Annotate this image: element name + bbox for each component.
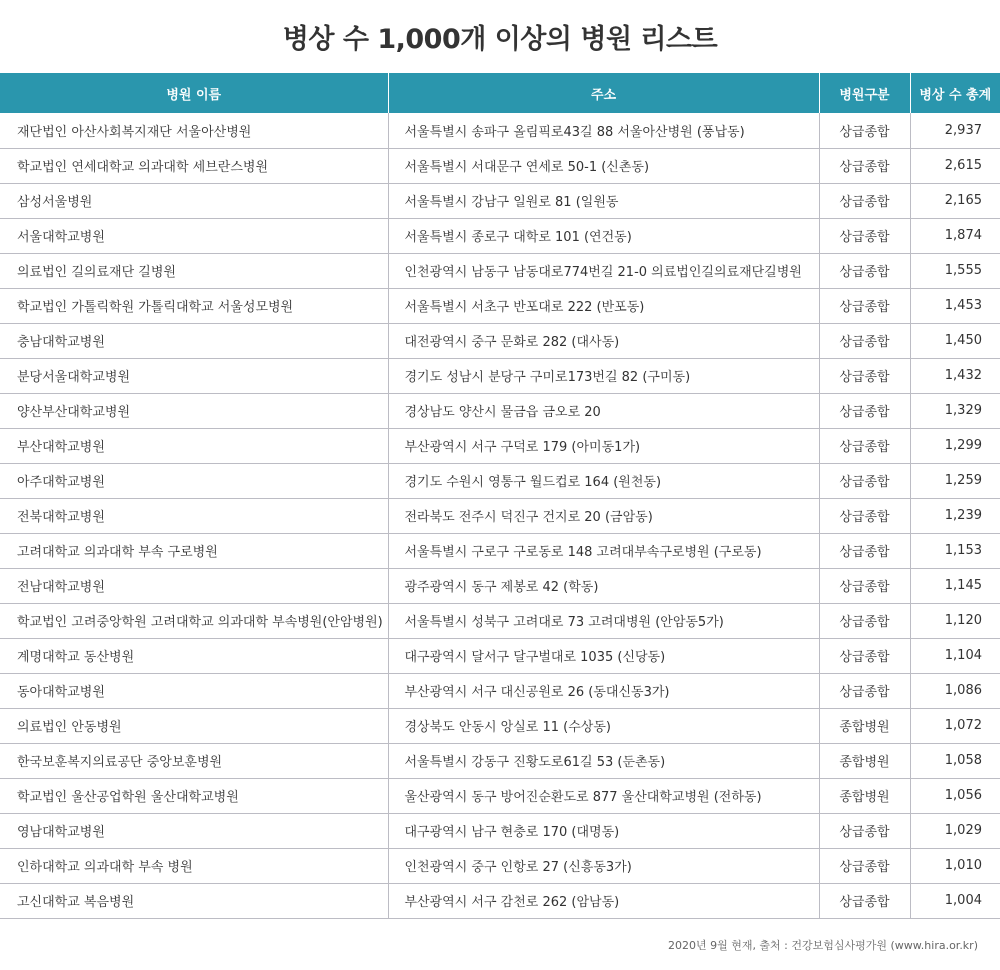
cell-hospital-name: 학교법인 고려중앙학원 고려대학교 의과대학 부속병원(안암병원): [0, 603, 388, 638]
cell-address: 경상남도 양산시 물금읍 금오로 20: [388, 393, 819, 428]
table-header-row: [0, 73, 1000, 113]
cell-hospital-name: 전북대학교병원: [0, 498, 388, 533]
table-body: [0, 113, 1000, 918]
table-row: [0, 568, 1000, 603]
cell-hospital-type: 종합병원: [819, 708, 910, 743]
cell-hospital-name: 서울대학교병원: [0, 218, 388, 253]
cell-hospital-type: 상급종합: [819, 813, 910, 848]
table-row: [0, 323, 1000, 358]
cell-hospital-type: 상급종합: [819, 673, 910, 708]
cell-bed-count: 1,555: [910, 253, 1000, 288]
cell-hospital-name: 양산부산대학교병원: [0, 393, 388, 428]
header-hospital-type: 병원구분: [819, 73, 910, 113]
cell-address: 서울특별시 성북구 고려대로 73 고려대병원 (안암동5가): [388, 603, 819, 638]
cell-address: 인천광역시 중구 인항로 27 (신흥동3가): [388, 848, 819, 883]
cell-hospital-name: 계명대학교 동산병원: [0, 638, 388, 673]
cell-bed-count: 2,937: [910, 113, 1000, 148]
cell-hospital-type: 상급종합: [819, 183, 910, 218]
cell-bed-count: 1,086: [910, 673, 1000, 708]
cell-bed-count: 1,072: [910, 708, 1000, 743]
cell-address: 서울특별시 송파구 올림픽로43길 88 서울아산병원 (풍납동): [388, 113, 819, 148]
table-row: [0, 813, 1000, 848]
table-row: [0, 463, 1000, 498]
cell-hospital-type: 상급종합: [819, 883, 910, 918]
cell-bed-count: 1,453: [910, 288, 1000, 323]
cell-bed-count: 1,058: [910, 743, 1000, 778]
cell-hospital-type: 상급종합: [819, 113, 910, 148]
cell-hospital-type: 상급종합: [819, 218, 910, 253]
page-title: 병상 수 1,000개 이상의 병원 리스트: [282, 24, 718, 55]
cell-bed-count: 1,010: [910, 848, 1000, 883]
cell-bed-count: 1,299: [910, 428, 1000, 463]
cell-hospital-type: 상급종합: [819, 603, 910, 638]
table-row: [0, 673, 1000, 708]
cell-hospital-name: 영남대학교병원: [0, 813, 388, 848]
source-note: 2020년 9월 현재, 출처 : 건강보험심사평가원 (www.hira.or.kr): [667, 938, 978, 952]
cell-hospital-type: 종합병원: [819, 743, 910, 778]
cell-address: 서울특별시 강남구 일원로 81 (일원동: [388, 183, 819, 218]
cell-bed-count: 1,153: [910, 533, 1000, 568]
cell-hospital-name: 의료법인 길의료재단 길병원: [0, 253, 388, 288]
table-row: [0, 708, 1000, 743]
cell-bed-count: 2,615: [910, 148, 1000, 183]
cell-hospital-type: 상급종합: [819, 533, 910, 568]
cell-hospital-type: 상급종합: [819, 393, 910, 428]
cell-bed-count: 1,004: [910, 883, 1000, 918]
cell-address: 서울특별시 구로구 구로동로 148 고려대부속구로병원 (구로동): [388, 533, 819, 568]
cell-address: 광주광역시 동구 제봉로 42 (학동): [388, 568, 819, 603]
cell-address: 울산광역시 동구 방어진순환도로 877 울산대학교병원 (전하동): [388, 778, 819, 813]
cell-address: 서울특별시 종로구 대학로 101 (연건동): [388, 218, 819, 253]
cell-bed-count: 1,029: [910, 813, 1000, 848]
cell-hospital-name: 한국보훈복지의료공단 중앙보훈병원: [0, 743, 388, 778]
cell-hospital-type: 상급종합: [819, 638, 910, 673]
cell-hospital-name: 의료법인 안동병원: [0, 708, 388, 743]
cell-bed-count: 1,145: [910, 568, 1000, 603]
cell-bed-count: 1,239: [910, 498, 1000, 533]
table-row: [0, 183, 1000, 218]
cell-address: 인천광역시 남동구 남동대로774번길 21-0 의료법인길의료재단길병원: [388, 253, 819, 288]
table-row: [0, 148, 1000, 183]
cell-hospital-type: 상급종합: [819, 288, 910, 323]
table-row: [0, 848, 1000, 883]
cell-hospital-name: 부산대학교병원: [0, 428, 388, 463]
cell-address: 대구광역시 달서구 달구벌대로 1035 (신당동): [388, 638, 819, 673]
cell-address: 서울특별시 서초구 반포대로 222 (반포동): [388, 288, 819, 323]
cell-address: 경기도 수원시 영통구 월드컵로 164 (원천동): [388, 463, 819, 498]
cell-hospital-name: 학교법인 울산공업학원 울산대학교병원: [0, 778, 388, 813]
cell-hospital-name: 동아대학교병원: [0, 673, 388, 708]
cell-address: 대구광역시 남구 현충로 170 (대명동): [388, 813, 819, 848]
table-row: [0, 778, 1000, 813]
table-row: [0, 358, 1000, 393]
header-address: 주소: [388, 73, 819, 113]
cell-address: 부산광역시 서구 감천로 262 (암남동): [388, 883, 819, 918]
cell-hospital-type: 상급종합: [819, 568, 910, 603]
table-row: [0, 428, 1000, 463]
cell-bed-count: 1,432: [910, 358, 1000, 393]
header-bed-count: 병상 수 총계: [910, 73, 1000, 113]
cell-hospital-name: 재단법인 아산사회복지재단 서울아산병원: [0, 113, 388, 148]
table-row: [0, 533, 1000, 568]
cell-hospital-name: 고려대학교 의과대학 부속 구로병원: [0, 533, 388, 568]
cell-hospital-name: 인하대학교 의과대학 부속 병원: [0, 848, 388, 883]
cell-address: 서울특별시 강동구 진황도로61길 53 (둔촌동): [388, 743, 819, 778]
table-row: [0, 743, 1000, 778]
cell-address: 대전광역시 중구 문화로 282 (대사동): [388, 323, 819, 358]
cell-hospital-type: 상급종합: [819, 498, 910, 533]
cell-hospital-name: 분당서울대학교병원: [0, 358, 388, 393]
cell-hospital-type: 상급종합: [819, 323, 910, 358]
cell-bed-count: 1,874: [910, 218, 1000, 253]
cell-hospital-name: 학교법인 연세대학교 의과대학 세브란스병원: [0, 148, 388, 183]
table-row: [0, 288, 1000, 323]
cell-hospital-name: 아주대학교병원: [0, 463, 388, 498]
cell-address: 경기도 성남시 분당구 구미로173번길 82 (구미동): [388, 358, 819, 393]
table-row: [0, 498, 1000, 533]
cell-hospital-type: 상급종합: [819, 358, 910, 393]
cell-hospital-name: 학교법인 가톨릭학원 가톨릭대학교 서울성모병원: [0, 288, 388, 323]
cell-hospital-type: 종합병원: [819, 778, 910, 813]
cell-hospital-name: 충남대학교병원: [0, 323, 388, 358]
cell-hospital-name: 전남대학교병원: [0, 568, 388, 603]
cell-bed-count: 1,329: [910, 393, 1000, 428]
cell-address: 부산광역시 서구 대신공원로 26 (동대신동3가): [388, 673, 819, 708]
hospital-table: [0, 73, 1000, 919]
cell-hospital-type: 상급종합: [819, 463, 910, 498]
table-row: [0, 603, 1000, 638]
cell-hospital-type: 상급종합: [819, 848, 910, 883]
cell-address: 전라북도 전주시 덕진구 건지로 20 (금암동): [388, 498, 819, 533]
cell-address: 경상북도 안동시 앙실로 11 (수상동): [388, 708, 819, 743]
cell-hospital-name: 고신대학교 복음병원: [0, 883, 388, 918]
cell-address: 부산광역시 서구 구덕로 179 (아미동1가): [388, 428, 819, 463]
cell-hospital-name: 삼성서울병원: [0, 183, 388, 218]
cell-hospital-type: 상급종합: [819, 253, 910, 288]
cell-bed-count: 2,165: [910, 183, 1000, 218]
cell-hospital-type: 상급종합: [819, 148, 910, 183]
cell-bed-count: 1,120: [910, 603, 1000, 638]
table-row: [0, 218, 1000, 253]
table-row: [0, 253, 1000, 288]
table-row: [0, 883, 1000, 918]
header-hospital-name: 병원 이름: [0, 73, 388, 113]
cell-address: 서울특별시 서대문구 연세로 50-1 (신촌동): [388, 148, 819, 183]
table-row: [0, 113, 1000, 148]
cell-bed-count: 1,450: [910, 323, 1000, 358]
cell-bed-count: 1,056: [910, 778, 1000, 813]
cell-bed-count: 1,104: [910, 638, 1000, 673]
cell-hospital-type: 상급종합: [819, 428, 910, 463]
table-row: [0, 638, 1000, 673]
cell-bed-count: 1,259: [910, 463, 1000, 498]
table-row: [0, 393, 1000, 428]
